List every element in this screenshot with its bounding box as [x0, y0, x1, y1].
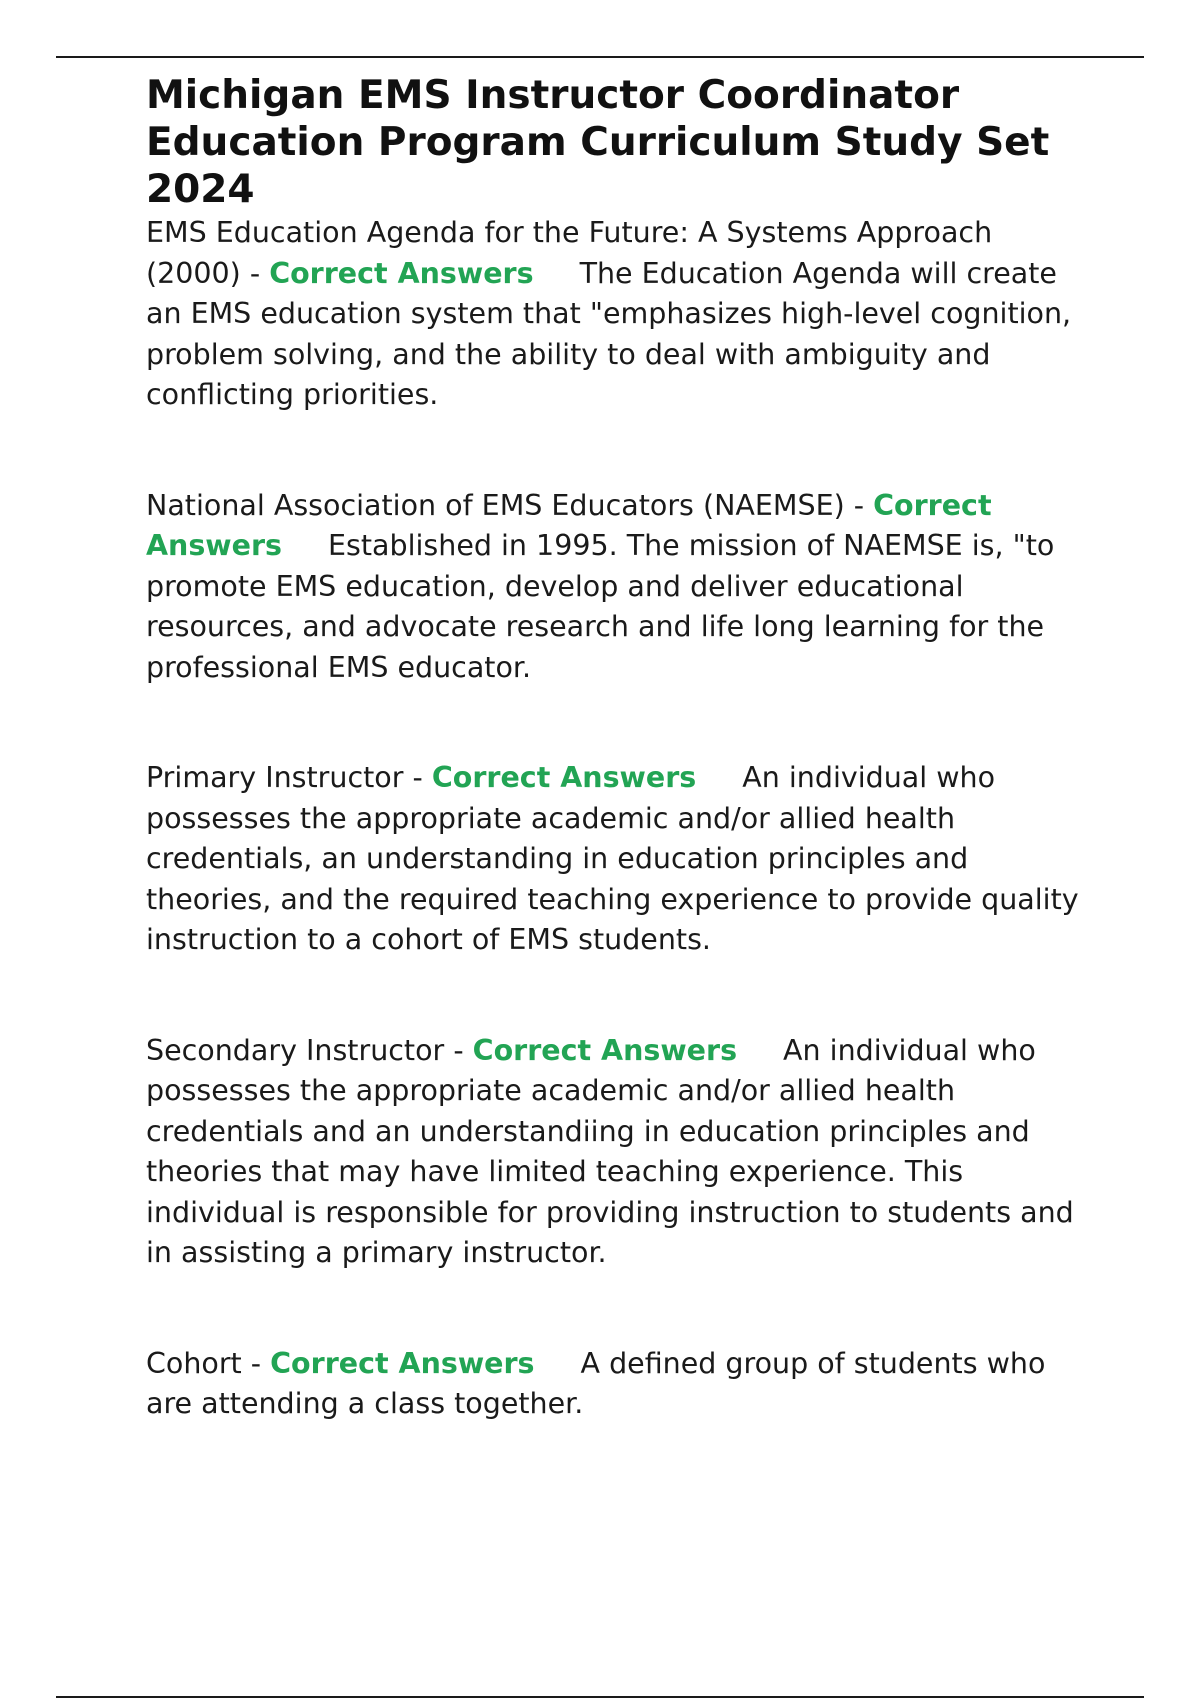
entry-cohort: [146, 1344, 1086, 1425]
correct-answers-label: Correct Answers: [431, 761, 697, 794]
bottom-divider: [56, 1696, 1144, 1698]
entry-term: National Association of EMS Educators (NAEMSE): [146, 488, 845, 522]
entry-secondary-instructor: [146, 1031, 1086, 1274]
top-divider: [56, 56, 1144, 58]
entry-definition: Established in 1995. The mission of NAEMSE is, "to promote EMS education, develop and deliver educational resources, and advocate research and life long learning for the professional EMS educator.: [146, 529, 1055, 684]
entry-separator: -: [444, 1033, 473, 1067]
entry-definition: An individual who possesses the appropriate academic and/or allied health credentials and an understandiing in education principles and theories that may have limited teaching experience. This individual is responsible for providing instruction to students and in assisting a primary instructor.: [146, 1033, 1074, 1269]
entry-separator: -: [403, 761, 432, 794]
document-body: [146, 72, 1086, 1495]
entry-primary-instructor: [146, 758, 1086, 961]
entry-separator: -: [844, 488, 874, 522]
entry-naemse: [146, 486, 1086, 689]
correct-answers-label: Correct Answers: [472, 1033, 738, 1067]
entry-definition: A defined group of students who are attending a class together.: [146, 1346, 1046, 1420]
correct-answers-label: Correct Answers: [269, 256, 534, 290]
entry-term: EMS Education Agenda for the Future: A Systems Approach (2000): [146, 216, 993, 290]
entry-definition: The Education Agenda will create an EMS education system that "emphasizes high-level cognition, problem solving, and the ability to deal with ambiguity and conflicting priorities.: [146, 256, 1072, 411]
entry-definition: An individual who possesses the appropriate academic and/or allied health credentials, an understanding in education principles and theories, and the required teaching experience to provide quality instruction to a cohort of EMS students.: [146, 761, 1079, 956]
entry-term: Secondary Instructor: [146, 1033, 445, 1067]
correct-answers-label: Correct Answers: [146, 488, 992, 562]
entry-term: Cohort: [146, 1346, 242, 1380]
entry-ems-education-agenda: [146, 213, 1086, 416]
entry-separator: -: [240, 256, 270, 290]
entry-term: Primary Instructor: [146, 761, 404, 794]
correct-answers-label: Correct Answers: [270, 1346, 535, 1380]
entry-separator: -: [241, 1346, 271, 1380]
document-title: Michigan EMS Instructor Coordinator Education Program Curriculum Study Set 2024: [146, 73, 1050, 212]
